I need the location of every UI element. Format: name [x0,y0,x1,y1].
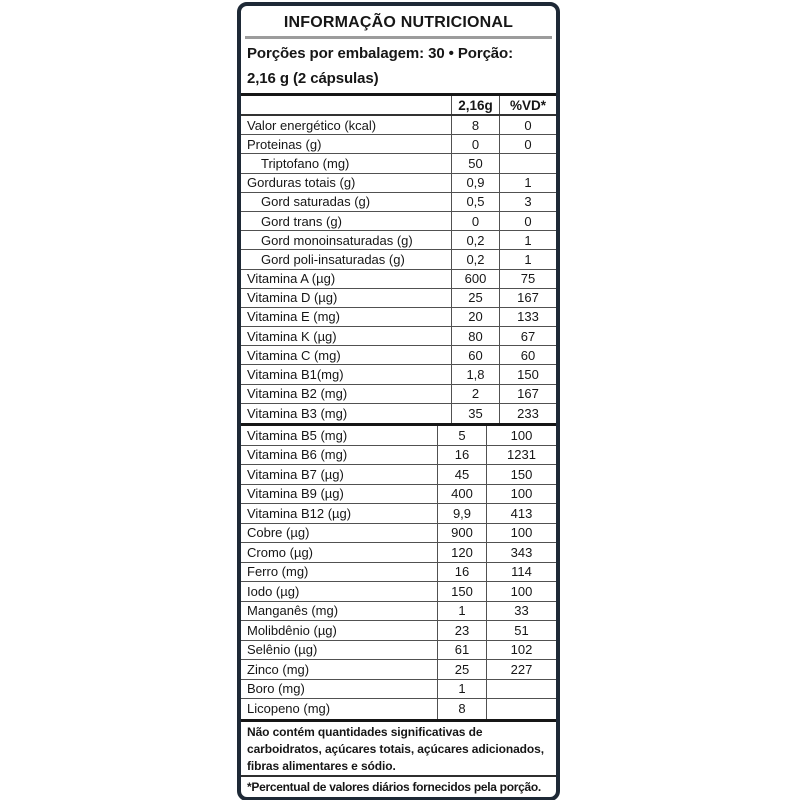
amount-value: 0 [451,135,499,153]
table-row [241,231,556,250]
table-row [241,365,556,384]
dv-value: 1 [499,250,556,268]
nutrient-table-upper [241,96,556,423]
amount-value: 400 [437,485,486,504]
column-header-dv: %VD* [499,96,556,114]
amount-value: 35 [451,404,499,423]
amount-value: 16 [437,446,486,465]
column-header-row [241,96,556,116]
nutrient-label: Licopeno (mg) [247,701,331,717]
nutrient-label: Manganês (mg) [247,603,339,619]
dv-value: 0 [499,212,556,230]
nutrient-label: Gord trans (g) [261,213,342,229]
dv-value: 413 [486,504,556,523]
table-row [241,270,556,289]
nutrient-rows-lower [241,426,556,719]
table-row [241,660,556,680]
dv-value: 167 [499,289,556,307]
dv-value: 1231 [486,446,556,465]
table-row [241,563,556,583]
table-row [241,543,556,563]
amount-value: 25 [437,660,486,679]
dv-value: 102 [486,641,556,660]
amount-value: 80 [451,327,499,345]
amount-value: 8 [451,116,499,134]
dv-value [486,680,556,699]
amount-value: 2 [451,385,499,403]
amount-value: 1,8 [451,365,499,383]
table-row [241,699,556,719]
nutrient-label: Vitamina K (µg) [247,328,337,344]
dv-value: 100 [486,524,556,543]
amount-value: 5 [437,426,486,445]
table-row [241,385,556,404]
table-row [241,504,556,524]
table-row [241,426,556,446]
nutrient-label: Vitamina D (µg) [247,290,338,306]
dv-value: 60 [499,346,556,364]
dv-value: 114 [486,563,556,582]
amount-value: 0 [451,212,499,230]
amount-value: 50 [451,154,499,172]
table-row [241,212,556,231]
dv-value: 1 [499,231,556,249]
dv-value: 0 [499,116,556,134]
nutrient-label: Vitamina B12 (µg) [247,505,352,521]
nutrient-label: Molibdênio (µg) [247,622,337,638]
table-row [241,485,556,505]
amount-value: 45 [437,465,486,484]
table-row [241,582,556,602]
table-row [241,154,556,173]
dv-value: 33 [486,602,556,621]
table-row [241,524,556,544]
nutrient-label: Iodo (µg) [247,583,300,599]
dv-value: 67 [499,327,556,345]
dv-value: 150 [486,465,556,484]
serving-info-line2: 2,16 g (2 cápsulas) [247,69,379,87]
serving-info [241,39,556,93]
table-row [241,404,556,423]
amount-value: 1 [437,602,486,621]
nutrient-label: Gorduras totais (g) [247,175,356,191]
table-row [241,641,556,661]
dv-value: 75 [499,270,556,288]
nutrient-label: Cobre (µg) [247,525,310,541]
nutrient-label: Vitamina E (mg) [247,309,340,325]
table-row [241,327,556,346]
nutrient-rows-upper [241,116,556,423]
amount-value: 9,9 [437,504,486,523]
amount-value: 0,5 [451,193,499,211]
nutrient-label: Vitamina B6 (mg) [247,447,348,463]
nutrient-label: Boro (mg) [247,681,305,697]
amount-value: 600 [451,270,499,288]
dv-value: 100 [486,485,556,504]
nutrient-label: Gord saturadas (g) [261,194,371,210]
amount-value: 120 [437,543,486,562]
amount-value: 0,2 [451,250,499,268]
amount-value: 60 [451,346,499,364]
column-header-amount: 2,16g [451,96,499,114]
dv-value: 167 [499,385,556,403]
table-row [241,621,556,641]
nutrient-table-lower [241,426,556,719]
nutrient-label: Proteinas (g) [247,136,322,152]
dv-value: 0 [499,135,556,153]
dv-value: 233 [499,404,556,423]
amount-value: 23 [437,621,486,640]
dv-value: 227 [486,660,556,679]
dv-value: 100 [486,582,556,601]
table-row [241,446,556,466]
table-row [241,116,556,135]
header-spacer-cell [241,96,451,114]
dv-value: 1 [499,174,556,192]
dv-value: 3 [499,193,556,211]
nutrient-label: Selênio (µg) [247,642,318,658]
dv-value: 343 [486,543,556,562]
dv-value: 51 [486,621,556,640]
table-row [241,174,556,193]
nutrient-label: Vitamina B9 (µg) [247,486,344,502]
nutrition-facts-panel [237,2,560,800]
table-row [241,308,556,327]
amount-value: 16 [437,563,486,582]
dv-value [499,154,556,172]
table-row [241,135,556,154]
amount-value: 0,9 [451,174,499,192]
table-row [241,250,556,269]
table-row [241,602,556,622]
table-row [241,465,556,485]
nutrient-label: Valor energético (kcal) [247,117,377,133]
nutrient-label: Vitamina A (µg) [247,271,336,287]
nutrient-label: Gord monoinsaturadas (g) [261,232,413,248]
dv-value [486,699,556,719]
nutrient-label: Vitamina B2 (mg) [247,386,348,402]
table-row [241,346,556,365]
nutrient-label: Gord poli-insaturadas (g) [261,251,405,267]
nutrient-label: Zinco (mg) [247,661,310,677]
amount-value: 900 [437,524,486,543]
nutrient-label: Vitamina B5 (mg) [247,427,348,443]
nutrient-label: Triptofano (mg) [261,155,350,171]
amount-value: 20 [451,308,499,326]
panel-title: INFORMAÇÃO NUTRICIONAL [283,14,514,31]
amount-value: 61 [437,641,486,660]
nutrient-label: Ferro (mg) [247,564,309,580]
amount-value: 0,2 [451,231,499,249]
amount-value: 8 [437,699,486,719]
nutrient-label: Vitamina C (mg) [247,347,341,363]
footnote-daily-values: *Percentual de valores diários fornecidos pela porção. [247,779,541,794]
table-row [241,289,556,308]
nutrient-label: Cromo (µg) [247,544,313,560]
serving-info-line1: Porções por embalagem: 30 • Porção: [247,45,514,62]
amount-value: 150 [437,582,486,601]
amount-value: 25 [451,289,499,307]
nutrient-label: Vitamina B3 (mg) [247,405,348,421]
dv-value: 133 [499,308,556,326]
nutrient-label: Vitamina B1(mg) [247,367,344,383]
footnote-no-significant-amounts: Não contém quantidades significativas de carboidratos, açúcares totais, açúcares adicionados, fibras alimentares e sódio. [247,724,544,773]
dv-value: 150 [499,365,556,383]
amount-value: 1 [437,680,486,699]
table-row [241,193,556,212]
dv-value: 100 [486,426,556,445]
table-row [241,680,556,700]
nutrient-label: Vitamina B7 (µg) [247,466,344,482]
